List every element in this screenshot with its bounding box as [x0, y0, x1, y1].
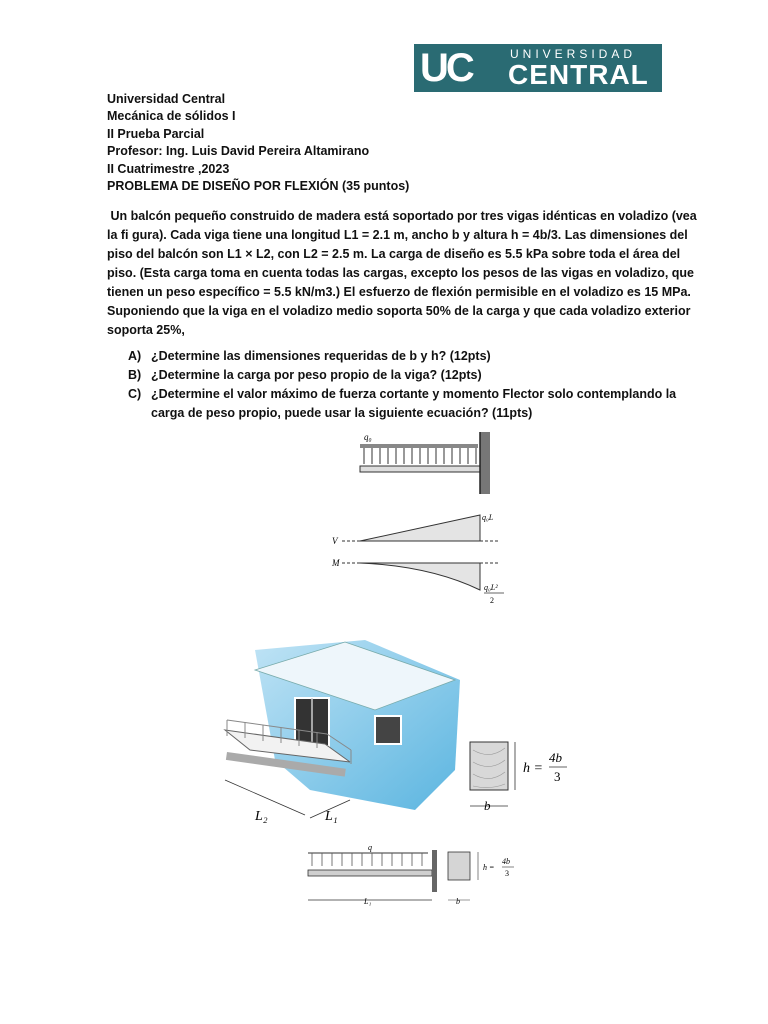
balcony-illustration	[215, 640, 575, 830]
header-line: Mecánica de sólidos I	[107, 109, 236, 124]
moment-numerator: q₀L²	[484, 583, 498, 592]
question-label: A)	[128, 349, 142, 363]
university-logo	[414, 44, 662, 92]
height-label: h =	[483, 863, 495, 872]
question-text: ¿Determine las dimensiones requeridas de b y h? (12pts)	[151, 349, 491, 363]
beam	[360, 466, 480, 472]
statement-line: piso. (Esta carga toma en cuenta todas las cargas, excepto los pesos de las vigas en voladizo, que	[107, 266, 695, 280]
statement-line: Suponiendo que la viga en el voladizo medio soporta 50% de la carga y que cada voladizo exterior	[107, 304, 691, 318]
fixed-support-wall	[432, 850, 437, 892]
question-b	[128, 366, 668, 385]
dimension-l2: L₂	[255, 809, 268, 824]
load-label: q	[368, 843, 372, 852]
beam-cross-section	[470, 742, 508, 790]
shear-diagram	[360, 515, 480, 541]
question-label: B)	[128, 368, 142, 382]
load-label: q₀	[364, 432, 372, 442]
width-label: b	[484, 798, 491, 813]
question-label: C)	[128, 387, 142, 401]
shear-max-label: q₀L	[482, 513, 494, 522]
load-arrows	[312, 853, 422, 866]
statement-line: Un balcón pequeño construido de madera está soportado por tres vigas idénticas en voladizo (vea	[107, 209, 697, 223]
height-numerator: 4b	[549, 750, 562, 765]
statement-line: soporta 25%,	[107, 323, 185, 337]
question-text: carga de peso propio, puede usar la siguiente ecuación? (11pts)	[151, 406, 533, 420]
fixed-support-wall	[480, 432, 490, 494]
shear-label: V	[332, 536, 338, 546]
question-c	[128, 385, 677, 423]
height-label: h =	[523, 761, 543, 776]
statement-line: tienen un peso específico = 5.5 kN/m3.) El esfuerzo de flexión permisible en el voladizo es 15 MPa.	[107, 285, 691, 299]
logo-mark: UC	[420, 46, 472, 90]
height-numerator: 4b	[502, 857, 510, 866]
beam	[308, 870, 432, 876]
height-denominator: 3	[554, 769, 561, 784]
question-text: ¿Determine la carga por peso propio de la viga? (12pts)	[151, 368, 482, 382]
dimension-l1: L₁	[325, 809, 338, 824]
header-line: II Cuatrimestre ,2023	[107, 161, 230, 176]
moment-denominator: 2	[490, 596, 494, 605]
height-denominator: 3	[505, 869, 509, 878]
cantilever-beam-section-figure	[300, 840, 530, 912]
house-side-window	[375, 716, 401, 744]
logo-bottom-text: CENTRAL	[508, 59, 649, 90]
load-top-line	[360, 444, 478, 448]
questions-list	[128, 347, 677, 423]
header-line: Profesor: Ing. Luis David Pereira Altamirano	[107, 144, 370, 159]
header-line: Universidad Central	[107, 92, 226, 106]
moment-label: M	[332, 558, 340, 568]
width-label: b	[456, 897, 460, 906]
problem-title: PROBLEMA DE DISEÑO POR FLEXIÓN (35 puntos)	[107, 179, 410, 194]
statement-line: la fi gura). Cada viga tiene una longitud L1 = 2.1 m, ancho b y altura h = 4b/3. Las dimensiones del	[107, 228, 688, 242]
cantilever-diagram-figure	[330, 428, 510, 610]
moment-diagram	[360, 563, 480, 590]
length-label: L₁	[364, 897, 372, 906]
logo-top-text: UNIVERSIDAD	[510, 47, 637, 61]
statement-line: piso del balcón son L1 × L2, con L2 = 2.5 m. La carga de diseño es 5.5 kPa sobre toda el área del	[107, 247, 681, 261]
question-text: ¿Determine el valor máximo de fuerza cortante y momento Flector solo contemplando la	[151, 387, 677, 401]
header-line: II Prueba Parcial	[107, 126, 205, 141]
question-a	[128, 347, 668, 366]
beam-cross-section	[448, 852, 470, 880]
load-arrows	[364, 448, 476, 464]
problem-statement	[107, 207, 697, 340]
exam-header	[107, 91, 409, 195]
